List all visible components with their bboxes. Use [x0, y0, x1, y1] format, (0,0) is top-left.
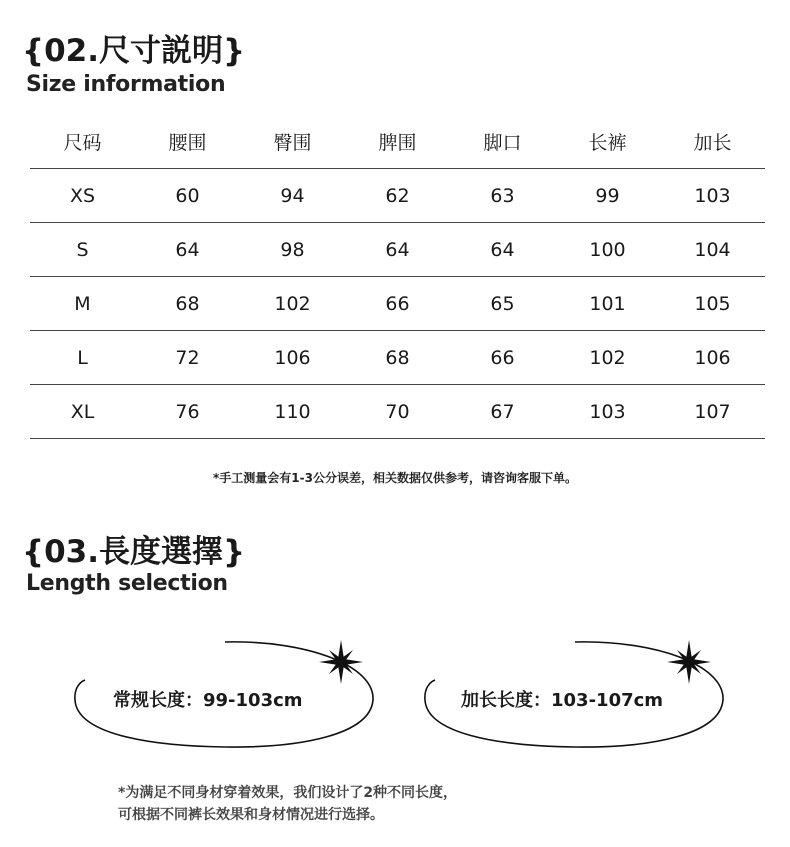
table-cell: 110	[274, 400, 311, 423]
table-cell: 72	[175, 346, 200, 369]
table-cell: 94	[280, 184, 305, 207]
header-cell: 脚口	[483, 132, 522, 154]
table-cell: 100	[589, 238, 626, 261]
table-cell: 102	[274, 292, 311, 315]
table-cell: 64	[490, 238, 515, 261]
header-cell: 脾围	[378, 132, 417, 154]
length-note	[118, 782, 457, 826]
table-cell: M	[74, 292, 91, 315]
header-cell: 尺码	[63, 132, 102, 154]
table-cell: S	[76, 238, 89, 261]
regular-length-label: 常规长度：99-103cm	[113, 690, 303, 711]
header-cell: 长裤	[588, 132, 627, 154]
long-length-label: 加长长度：103-107cm	[461, 690, 664, 711]
header-cell: 加长	[693, 132, 732, 154]
length-note-line1: *为满足不同身材穿着效果，我们设计了2种不同长度，	[118, 785, 458, 801]
table-cell: 60	[175, 184, 200, 207]
table-cell: 70	[385, 400, 410, 423]
table-cell: 68	[385, 346, 410, 369]
table-cell: 104	[694, 238, 731, 261]
sparkle-icon	[319, 640, 363, 684]
table-row	[30, 331, 765, 385]
table-row	[30, 223, 765, 277]
length-section-title: {03.長度選擇}	[22, 534, 246, 570]
sparkle-icon	[667, 640, 711, 684]
table-cell: 106	[694, 346, 731, 369]
table-cell: 102	[589, 346, 626, 369]
table-cell: 64	[385, 238, 410, 261]
length-note-line2: 可根据不同裤长效果和身材情况进行选择。	[118, 807, 384, 823]
measurement-note: *手工测量会有1-3公分误差，相关数据仅供参考，请咨询客服下单。	[213, 471, 577, 485]
table-cell: 101	[589, 292, 626, 315]
table-cell: 65	[490, 292, 515, 315]
header-cell: 臀围	[273, 132, 312, 154]
table-cell: 66	[385, 292, 410, 315]
table-row	[30, 277, 765, 331]
table-cell: L	[77, 346, 88, 369]
table-cell: XL	[70, 400, 95, 423]
length-section-subtitle: Length selection	[26, 571, 228, 596]
table-cell: 62	[385, 184, 410, 207]
table-cell: 63	[490, 184, 515, 207]
size-table	[30, 115, 765, 439]
size-section-subtitle: Size information	[26, 72, 226, 97]
table-cell: 68	[175, 292, 200, 315]
table-cell: 64	[175, 238, 200, 261]
table-cell: 66	[490, 346, 515, 369]
table-cell: 103	[694, 184, 731, 207]
table-cell: 107	[694, 400, 731, 423]
table-cell: 76	[175, 400, 200, 423]
table-cell: 105	[694, 292, 731, 315]
header-cell: 腰围	[168, 132, 207, 154]
table-cell: 67	[490, 400, 515, 423]
table-header-row	[30, 115, 765, 169]
table-row	[30, 385, 765, 439]
table-cell: 106	[274, 346, 311, 369]
table-cell: 103	[589, 400, 626, 423]
table-cell: XS	[69, 184, 96, 207]
table-cell: 98	[280, 238, 305, 261]
table-cell: 99	[595, 184, 620, 207]
size-section-title: {02.尺寸説明}	[22, 33, 246, 69]
table-row	[30, 169, 765, 223]
